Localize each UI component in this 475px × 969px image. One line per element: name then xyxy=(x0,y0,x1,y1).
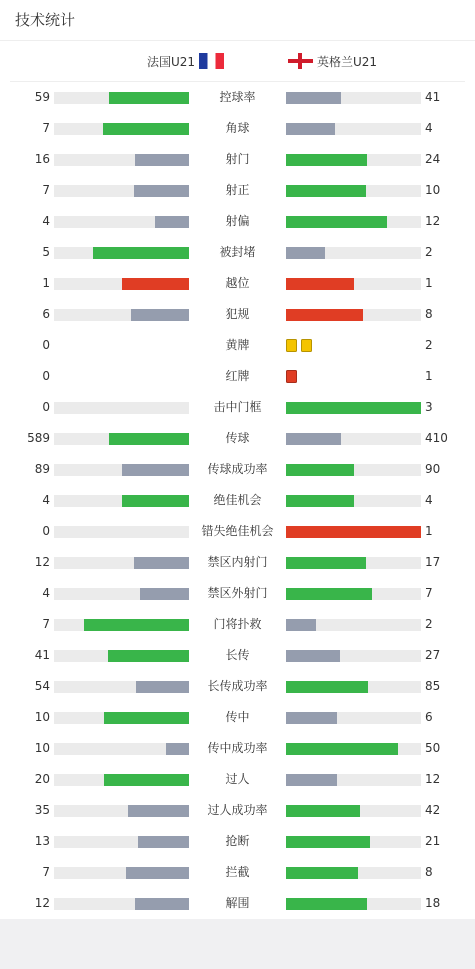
away-bar-track xyxy=(286,464,421,476)
home-bar-fill xyxy=(104,712,189,724)
home-bar-track xyxy=(54,619,189,631)
stat-row xyxy=(0,330,475,361)
away-bar-fill xyxy=(286,278,354,290)
away-value: 12 xyxy=(425,214,441,228)
home-bar-track xyxy=(54,743,189,755)
stat-label: 长传 xyxy=(225,648,250,662)
home-value: 89 xyxy=(34,462,50,476)
home-team-name: 法国U21 xyxy=(146,54,195,69)
stat-label: 射正 xyxy=(225,183,250,197)
away-bar-track xyxy=(286,867,421,879)
home-bar-fill xyxy=(126,867,189,879)
stat-row xyxy=(0,144,475,175)
away-value: 85 xyxy=(425,679,441,693)
away-bar-fill xyxy=(286,867,358,879)
stat-row xyxy=(0,857,475,888)
away-bar-track xyxy=(286,836,421,848)
stat-label: 射门 xyxy=(225,152,250,166)
away-bar-track xyxy=(286,123,421,135)
home-bar-track xyxy=(54,526,189,538)
away-value: 41 xyxy=(425,90,441,104)
stat-row xyxy=(0,609,475,640)
away-bar-fill xyxy=(286,836,370,848)
away-bar-track xyxy=(286,247,421,259)
away-value: 12 xyxy=(425,772,441,786)
away-value: 90 xyxy=(425,462,441,476)
away-bar-fill xyxy=(286,309,363,321)
home-bar-fill xyxy=(135,154,189,166)
away-bar-track xyxy=(286,650,421,662)
home-bar-track xyxy=(54,805,189,817)
home-value: 35 xyxy=(34,803,50,817)
stat-row xyxy=(0,113,475,144)
stat-row xyxy=(0,671,475,702)
home-bar-fill xyxy=(138,836,189,848)
home-bar-fill xyxy=(122,495,190,507)
away-bar-track xyxy=(286,712,421,724)
stat-row xyxy=(0,206,475,237)
home-value: 10 xyxy=(34,710,50,724)
home-bar-fill xyxy=(122,464,190,476)
away-bar-fill xyxy=(286,526,421,538)
home-value: 13 xyxy=(34,834,50,848)
home-value: 7 xyxy=(42,865,50,879)
home-bar-fill xyxy=(134,557,189,569)
stat-row xyxy=(0,826,475,857)
home-bar-fill xyxy=(84,619,189,631)
stat-row xyxy=(0,392,475,423)
stat-label: 犯规 xyxy=(225,307,250,321)
home-bar-track xyxy=(54,247,189,259)
away-bar-track xyxy=(286,774,421,786)
home-bar-track xyxy=(54,433,189,445)
away-value: 1 xyxy=(425,369,433,383)
away-bar-fill xyxy=(286,216,387,228)
away-value: 1 xyxy=(425,276,433,290)
stat-label: 过人 xyxy=(225,772,250,786)
stat-row xyxy=(0,361,475,392)
away-value: 21 xyxy=(425,834,441,848)
stat-label: 禁区内射门 xyxy=(207,555,268,569)
home-bar-fill xyxy=(122,278,190,290)
home-value: 5 xyxy=(42,245,50,259)
stat-label: 禁区外射门 xyxy=(207,586,268,600)
home-value: 10 xyxy=(34,741,50,755)
away-bar-track xyxy=(286,805,421,817)
home-bar-track xyxy=(54,123,189,135)
home-value: 54 xyxy=(34,679,50,693)
home-value: 7 xyxy=(42,617,50,631)
stat-label: 门将扑救 xyxy=(213,617,262,631)
away-value: 1 xyxy=(425,524,433,538)
stat-label: 传球成功率 xyxy=(207,462,268,476)
home-bar-track xyxy=(54,557,189,569)
stat-row xyxy=(0,237,475,268)
home-value: 0 xyxy=(42,338,50,352)
away-cards xyxy=(286,339,312,352)
home-bar-track xyxy=(54,464,189,476)
england-flag-icon xyxy=(288,53,313,69)
home-bar-fill xyxy=(155,216,189,228)
away-bar-fill xyxy=(286,557,366,569)
stat-label: 控球率 xyxy=(219,90,256,104)
away-bar-fill xyxy=(286,650,340,662)
stat-row xyxy=(0,299,475,330)
home-bar-fill xyxy=(131,309,189,321)
stat-label: 击中门框 xyxy=(213,400,262,414)
stat-label: 越位 xyxy=(225,276,250,290)
away-bar-fill xyxy=(286,402,421,414)
home-bar-track xyxy=(54,712,189,724)
away-bar-track xyxy=(286,216,421,228)
away-bar-track xyxy=(286,433,421,445)
home-bar-track xyxy=(54,650,189,662)
away-bar-track xyxy=(286,185,421,197)
home-bar-fill xyxy=(135,898,189,910)
home-value: 0 xyxy=(42,369,50,383)
away-bar-track xyxy=(286,619,421,631)
stat-label: 抢断 xyxy=(225,834,250,848)
home-value: 12 xyxy=(34,896,50,910)
stat-label: 红牌 xyxy=(225,369,250,383)
stat-label: 被封堵 xyxy=(219,245,256,259)
away-bar-track xyxy=(286,557,421,569)
stat-label: 角球 xyxy=(225,121,250,135)
home-bar-fill xyxy=(166,743,189,755)
home-value: 4 xyxy=(42,214,50,228)
stats-list xyxy=(0,82,475,919)
away-bar-fill xyxy=(286,743,398,755)
away-value: 24 xyxy=(425,152,441,166)
home-bar-fill xyxy=(104,774,189,786)
stat-row xyxy=(0,640,475,671)
away-value: 4 xyxy=(425,493,433,507)
home-bar-fill xyxy=(93,247,189,259)
away-bar-fill xyxy=(286,805,360,817)
stat-label: 黄牌 xyxy=(225,338,250,352)
home-value: 589 xyxy=(27,431,50,445)
away-cards xyxy=(286,370,297,383)
home-bar-track xyxy=(54,681,189,693)
away-value: 3 xyxy=(425,400,433,414)
home-value: 59 xyxy=(34,90,50,104)
stat-row xyxy=(0,547,475,578)
red-card-icon xyxy=(286,370,297,383)
away-bar-track xyxy=(286,402,421,414)
home-team xyxy=(147,41,228,81)
home-value: 0 xyxy=(42,400,50,414)
home-bar-track xyxy=(54,867,189,879)
away-bar-track xyxy=(286,278,421,290)
home-value: 16 xyxy=(34,152,50,166)
home-bar-track xyxy=(54,836,189,848)
stat-label: 传球 xyxy=(225,431,250,445)
home-value: 1 xyxy=(42,276,50,290)
home-value: 6 xyxy=(42,307,50,321)
home-bar-track xyxy=(54,588,189,600)
home-bar-track xyxy=(54,216,189,228)
stat-label: 传中 xyxy=(225,710,250,724)
away-value: 410 xyxy=(425,431,448,445)
away-value: 7 xyxy=(425,586,433,600)
stat-row xyxy=(0,888,475,919)
stat-label: 长传成功率 xyxy=(207,679,268,693)
stat-row xyxy=(0,175,475,206)
away-bar-fill xyxy=(286,154,367,166)
stat-row xyxy=(0,268,475,299)
away-value: 2 xyxy=(425,617,433,631)
stat-label: 绝佳机会 xyxy=(213,493,262,507)
away-team xyxy=(288,41,377,81)
home-bar-track xyxy=(54,898,189,910)
home-value: 7 xyxy=(42,183,50,197)
away-bar-fill xyxy=(286,495,354,507)
stat-row xyxy=(0,82,475,113)
france-flag-icon xyxy=(199,53,224,69)
away-bar-fill xyxy=(286,619,316,631)
home-bar-fill xyxy=(134,185,189,197)
home-value: 41 xyxy=(34,648,50,662)
away-value: 42 xyxy=(425,803,441,817)
stat-row xyxy=(0,733,475,764)
stat-row xyxy=(0,702,475,733)
away-bar-fill xyxy=(286,588,372,600)
stat-label: 拦截 xyxy=(225,865,250,879)
away-bar-track xyxy=(286,154,421,166)
away-bar-fill xyxy=(286,185,366,197)
away-bar-track xyxy=(286,743,421,755)
home-bar-fill xyxy=(136,681,189,693)
home-bar-track xyxy=(54,154,189,166)
stat-row xyxy=(0,485,475,516)
away-bar-track xyxy=(286,898,421,910)
away-bar-track xyxy=(286,309,421,321)
away-bar-track xyxy=(286,495,421,507)
home-bar-track xyxy=(54,309,189,321)
away-value: 10 xyxy=(425,183,441,197)
away-value: 8 xyxy=(425,307,433,321)
stat-row xyxy=(0,454,475,485)
yellow-card-icon xyxy=(301,339,312,352)
teams-header xyxy=(10,41,465,82)
home-bar-fill xyxy=(109,92,189,104)
stat-label: 传中成功率 xyxy=(207,741,268,755)
home-bar-fill xyxy=(108,650,189,662)
away-value: 4 xyxy=(425,121,433,135)
home-bar-track xyxy=(54,92,189,104)
away-bar-fill xyxy=(286,681,368,693)
away-bar-track xyxy=(286,526,421,538)
home-bar-fill xyxy=(128,805,189,817)
away-value: 50 xyxy=(425,741,441,755)
away-bar-fill xyxy=(286,712,337,724)
home-bar-track xyxy=(54,774,189,786)
away-value: 6 xyxy=(425,710,433,724)
away-value: 2 xyxy=(425,338,433,352)
away-bar-fill xyxy=(286,433,341,445)
home-value: 12 xyxy=(34,555,50,569)
home-bar-track xyxy=(54,495,189,507)
away-bar-track xyxy=(286,681,421,693)
page-title: 技术统计 xyxy=(0,0,475,41)
home-bar-track xyxy=(54,185,189,197)
away-bar-fill xyxy=(286,247,325,259)
home-value: 4 xyxy=(42,586,50,600)
stat-row xyxy=(0,795,475,826)
home-bar-fill xyxy=(140,588,189,600)
away-bar-fill xyxy=(286,774,337,786)
away-value: 8 xyxy=(425,865,433,879)
stat-row xyxy=(0,578,475,609)
away-value: 18 xyxy=(425,896,441,910)
home-value: 20 xyxy=(34,772,50,786)
stat-label: 解围 xyxy=(225,896,250,910)
away-bar-fill xyxy=(286,898,367,910)
stat-row xyxy=(0,764,475,795)
home-bar-track xyxy=(54,278,189,290)
yellow-card-icon xyxy=(286,339,297,352)
away-value: 2 xyxy=(425,245,433,259)
away-bar-track xyxy=(286,92,421,104)
stat-label: 错失绝佳机会 xyxy=(201,524,274,538)
away-team-name: 英格兰U21 xyxy=(317,54,378,69)
home-value: 0 xyxy=(42,524,50,538)
home-bar-fill xyxy=(103,123,189,135)
away-bar-fill xyxy=(286,464,354,476)
stat-label: 过人成功率 xyxy=(207,803,268,817)
away-value: 17 xyxy=(425,555,441,569)
away-bar-fill xyxy=(286,92,341,104)
away-bar-track xyxy=(286,588,421,600)
away-bar-fill xyxy=(286,123,335,135)
home-bar-track xyxy=(54,402,189,414)
home-value: 4 xyxy=(42,493,50,507)
stat-row xyxy=(0,423,475,454)
home-bar-fill xyxy=(109,433,189,445)
stat-row xyxy=(0,516,475,547)
home-value: 7 xyxy=(42,121,50,135)
stat-label: 射偏 xyxy=(225,214,250,228)
away-value: 27 xyxy=(425,648,441,662)
